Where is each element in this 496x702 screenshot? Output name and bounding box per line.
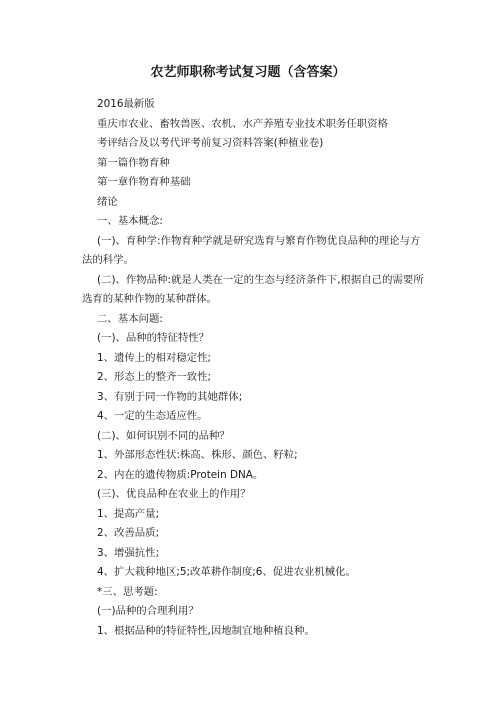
answer-item: 1、外部形态性状:株高、株形、颜色、籽粒; [97,449,298,461]
question-heading: (三)、优良品种在农业上的作用？ [97,488,251,500]
section-heading: 第一篇作物育种 [97,156,170,169]
answer-item: 3、增强抗性; [97,546,160,559]
question-heading: (一)品种的合理利用？ [97,605,199,617]
subsection-heading: 绪论 [97,195,118,208]
subsection-heading: *三、思考题: [97,585,158,598]
definition-paragraph: (一)、育种学:作物育种学就是研究选育与繁育作物优良品种的理论与方法的科学。 [82,234,421,266]
subsection-heading: 二、基本问题: [97,312,163,325]
question-heading: (二)、如何识别不同的品种？ [97,429,230,442]
answer-item: 4、一定的生态适应性。 [97,410,208,422]
answer-item: 2、改善品质; [97,527,160,539]
chapter-heading: 第一章作物育种基础 [97,176,191,188]
question-heading: (一)、品种的特征特性？ [97,332,210,344]
answer-item: 1、遗传上的相对稳定性; [97,351,212,364]
answer-item: 2、内在的遗传物质:Protein DNA。 [97,468,264,481]
document-body [82,95,428,641]
edition-line: 2016最新版 [97,98,155,110]
answer-item: 4、扩大栽种地区;5;改革耕作制度;6、促进农业机械化。 [97,566,356,578]
document-title: 农艺师职称考试复习题（含答案） [150,65,346,80]
answer-item: 3、有别于同一作物的其她群体; [97,390,243,403]
answer-item: 1、提高产量; [97,507,160,520]
body-line: 重庆市农业、畜牧兽医、农机、水产养殖专业技术职务任职资格 [97,117,388,130]
body-line: 考评结合及以考代评考前复习资料答案(种植业卷) [97,137,324,149]
answer-item: 2、形态上的整齐一致性; [97,371,212,383]
answer-item: 1、根据品种的特征特性,因地制宜地种植良种。 [97,624,315,637]
definition-paragraph: (二)、作物品种:就是人类在一定的生态与经济条件下,根据自己的需要所选育的某种作物的某种群体。 [82,273,424,305]
subsection-heading: 一、基本概念: [97,215,163,227]
